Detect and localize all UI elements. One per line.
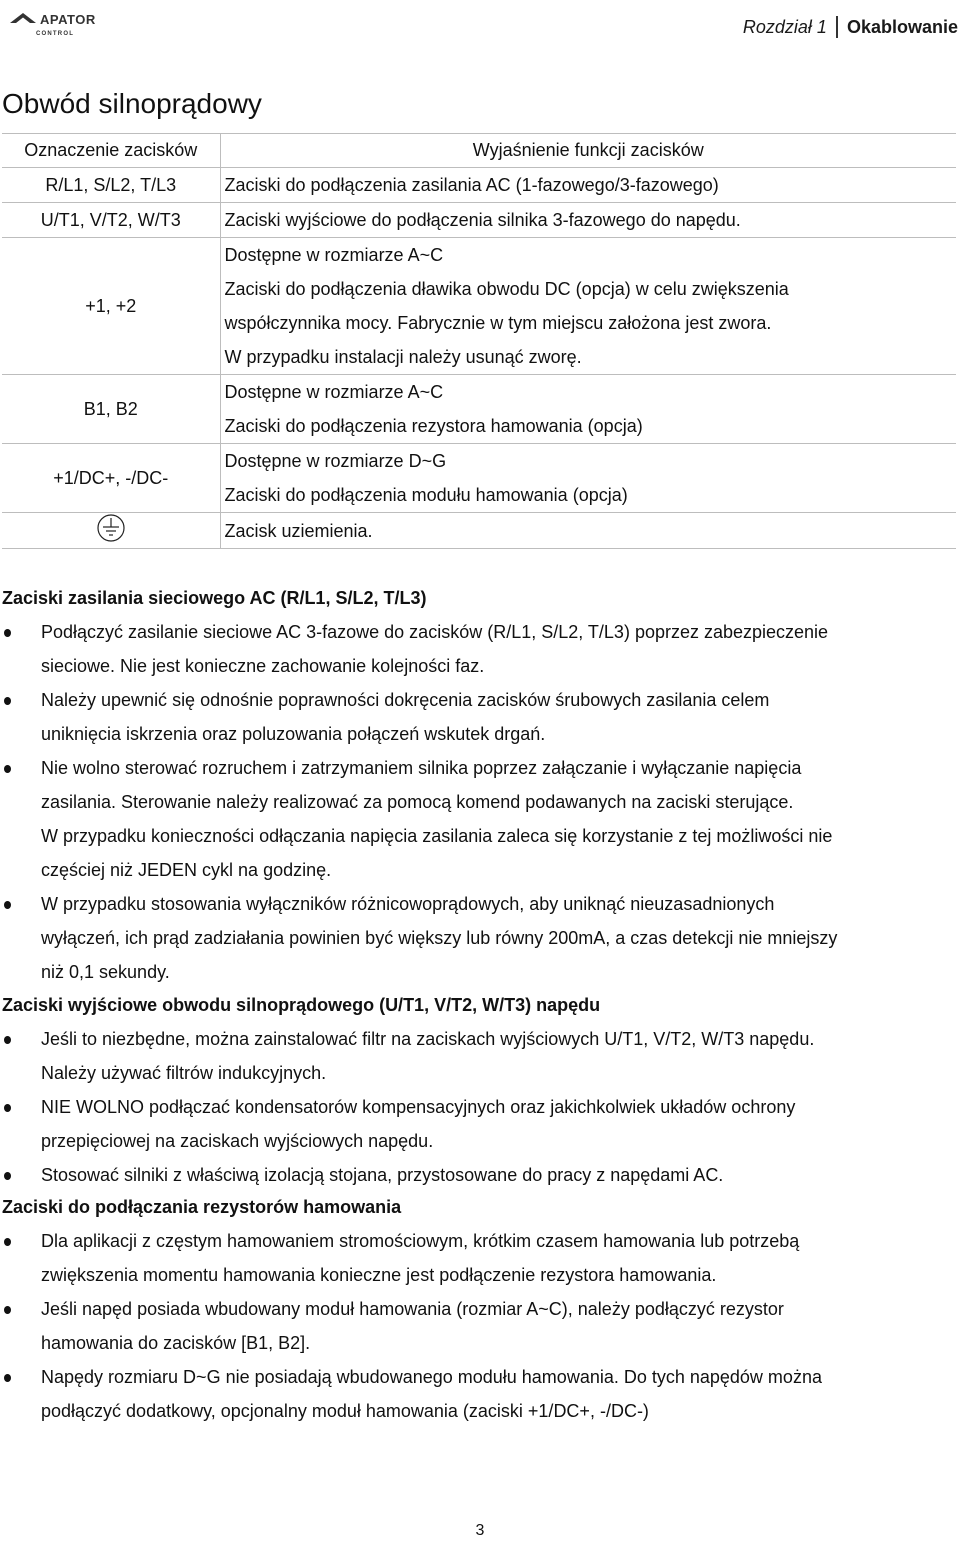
description-line: Dostępne w rozmiarze A~C — [224, 382, 444, 402]
list-item-line: Jeśli napęd posiada wbudowany moduł hamowania (rozmiar A~C), należy podłączyć rezystor — [41, 1299, 784, 1319]
description-line: W przypadku instalacji należy usunąć zworę. — [224, 347, 582, 367]
list-item-line: przepięciowej na zaciskach wyjściowych napędu. — [41, 1131, 434, 1151]
list-item — [2, 683, 958, 751]
list-item-line: zwiększenia momentu hamowania konieczne jest podłączenie rezystora hamowania. — [41, 1265, 717, 1285]
description-line: Zaciski do podłączenia dławika obwodu DC (opcja) w celu zwiększenia — [224, 279, 789, 299]
description-line: Zaciski do podłączenia rezystora hamowania (opcja) — [224, 416, 643, 436]
description-line: Zaciski do podłączenia modułu hamowania (opcja) — [224, 485, 628, 505]
bullet-list — [2, 1224, 958, 1428]
list-item-line: wyłączeń, ich prąd zadziałania powinien być większy lub równy 200mA, a czas detekcji nie mniejszy — [41, 928, 838, 948]
terminal-code: U/T1, V/T2, W/T3 — [2, 203, 220, 238]
list-item — [2, 1292, 958, 1360]
list-item — [2, 1090, 958, 1158]
list-item-line: Podłączyć zasilanie sieciowe AC 3-fazowe do zacisków (R/L1, S/L2, T/L3) poprzez zabezpieczenie — [41, 622, 829, 642]
column-header-code: Oznaczenie zacisków — [2, 134, 220, 168]
list-item — [2, 615, 958, 683]
description-line: Zaciski do podłączenia zasilania AC (1-fazowego/3-fazowego) — [224, 175, 719, 195]
list-item-line: podłączyć dodatkowy, opcjonalny moduł hamowania (zaciski +1/DC+, -/DC-) — [41, 1401, 649, 1421]
terminal-description — [220, 375, 956, 444]
terminal-code: R/L1, S/L2, T/L3 — [2, 168, 220, 203]
logo-mark-icon — [8, 12, 38, 24]
list-item-line: Należy upewnić się odnośnie poprawności dokręcenia zacisków śrubowych zasilania celem — [41, 690, 770, 710]
table-row — [2, 203, 956, 238]
terminal-code — [2, 513, 220, 549]
list-item-line: Jeśli to niezbędne, można zainstalować filtr na zaciskach wyjściowych U/T1, V/T2, W/T3 napędu. — [41, 1029, 815, 1049]
list-item-line: sieciowe. Nie jest konieczne zachowanie kolejności faz. — [41, 656, 485, 676]
list-item-line: uniknięcia iskrzenia oraz poluzowania połączeń wskutek drgań. — [41, 724, 546, 744]
list-item — [2, 1022, 958, 1090]
page-number: 3 — [475, 1522, 485, 1539]
description-line: Dostępne w rozmiarze A~C — [224, 245, 444, 265]
description-line: Dostępne w rozmiarze D~G — [224, 451, 447, 471]
list-item-line: niż 0,1 sekundy. — [41, 962, 170, 982]
bullet-list — [2, 1022, 958, 1192]
table-row — [2, 168, 956, 203]
terminal-description — [220, 238, 956, 375]
table-header-row — [2, 134, 956, 168]
description-line: Zacisk uziemienia. — [224, 520, 373, 541]
terminal-description — [220, 513, 956, 549]
section-output-terminals — [2, 988, 958, 1192]
list-item-line: W przypadku stosowania wyłączników różnicowoprądowych, aby uniknąć nieuzasadnionych — [41, 894, 775, 914]
list-item — [2, 751, 958, 887]
page-title: Obwód silnoprądowy — [2, 88, 262, 119]
column-header-description: Wyjaśnienie funkcji zacisków — [220, 134, 956, 168]
section-braking-resistors — [2, 1190, 958, 1428]
list-item-line: W przypadku konieczności odłączania napięcia zasilania zaleca się korzystanie z tej możliwości nie — [41, 826, 833, 846]
list-item-line: zasilania. Sterowanie należy realizować za pomocą komend podawanych na zaciski sterujące. — [41, 792, 794, 812]
section-title: Zaciski zasilania sieciowego AC (R/L1, S/L2, T/L3) — [2, 588, 427, 608]
table-row — [2, 238, 956, 375]
list-item-line: Napędy rozmiaru D~G nie posiadają wbudowanego modułu hamowania. Do tych napędów można — [41, 1367, 822, 1387]
list-item-line: Nie wolno sterować rozruchem i zatrzymaniem silnika poprzez załączanie i wyłączanie napięcia — [41, 758, 802, 778]
ground-icon — [96, 513, 126, 548]
table-row — [2, 513, 956, 549]
terminal-description — [220, 168, 956, 203]
running-header — [743, 16, 958, 38]
terminal-code: B1, B2 — [2, 375, 220, 444]
table-row — [2, 444, 956, 513]
section-label: Okablowanie — [846, 16, 958, 37]
terminal-code: +1, +2 — [2, 238, 220, 375]
list-item-line: częściej niż JEDEN cykl na godzinę. — [41, 860, 332, 880]
section-ac-supply — [2, 581, 958, 989]
logo-subtext: CONTROL — [36, 31, 75, 37]
list-item — [2, 1158, 958, 1192]
bullet-list — [2, 615, 958, 989]
chapter-label: Rozdział 1 — [742, 16, 827, 37]
section-title: Zaciski wyjściowe obwodu silnoprądowego (U/T1, V/T2, W/T3) napędu — [2, 995, 601, 1015]
list-item-line: Stosować silniki z właściwą izolacją stojana, przystosowane do pracy z napędami AC. — [41, 1165, 724, 1185]
list-item-line: Należy używać filtrów indukcyjnych. — [41, 1063, 327, 1083]
terminal-description — [220, 444, 956, 513]
list-item-line: NIE WOLNO podłączać kondensatorów kompensacyjnych oraz jakichkolwiek układów ochrony — [41, 1097, 796, 1117]
list-item — [2, 1224, 958, 1292]
list-item-line: Dla aplikacji z częstym hamowaniem stromościowym, krótkim czasem hamowania lub potrzebą — [41, 1231, 800, 1251]
list-item — [2, 1360, 958, 1428]
logo-text: APATOR — [40, 12, 96, 27]
description-line: współczynnika mocy. Fabrycznie w tym miejscu założona jest zwora. — [224, 313, 772, 333]
description-line: Zaciski wyjściowe do podłączenia silnika 3-fazowego do napędu. — [224, 210, 741, 230]
section-title: Zaciski do podłączania rezystorów hamowania — [2, 1197, 402, 1217]
terminal-description — [220, 203, 956, 238]
table-row — [2, 375, 956, 444]
header-divider — [836, 16, 838, 38]
list-item-line: hamowania do zacisków [B1, B2]. — [41, 1333, 311, 1353]
terminal-code: +1/DC+, -/DC- — [2, 444, 220, 513]
apator-logo — [8, 12, 96, 38]
terminal-table — [2, 133, 956, 549]
list-item — [2, 887, 958, 989]
